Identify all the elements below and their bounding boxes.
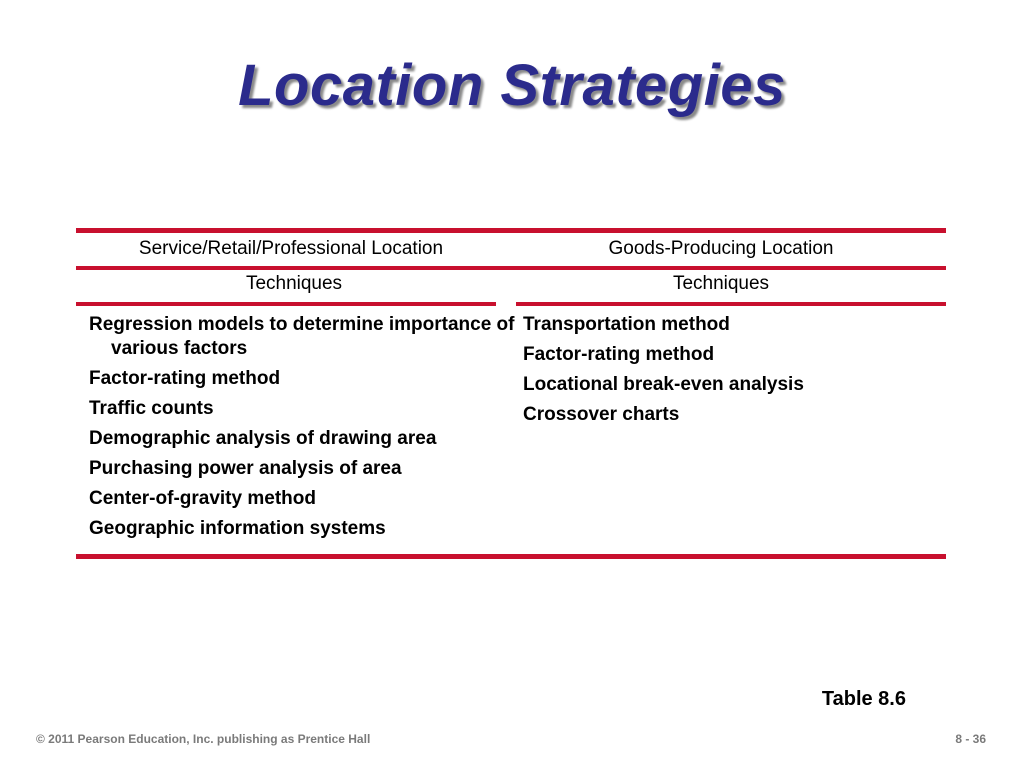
header-goods-line2: Techniques bbox=[672, 273, 770, 294]
service-techniques-list bbox=[89, 313, 519, 547]
list-item: Factor-rating method bbox=[523, 344, 715, 365]
list-item: Crossover charts bbox=[523, 404, 680, 425]
header-service-line2: Techniques bbox=[245, 273, 343, 294]
slide-number: 8 - 36 bbox=[955, 732, 986, 746]
table-header-rule bbox=[76, 266, 946, 270]
goods-header-bottom-rule bbox=[516, 302, 946, 306]
list-item: Demographic analysis of drawing area bbox=[89, 428, 437, 449]
goods-techniques-list bbox=[523, 313, 933, 433]
list-item: Geographic information systems bbox=[89, 518, 386, 539]
list-item: Center-of-gravity method bbox=[89, 488, 316, 509]
table-label: Table 8.6 bbox=[821, 688, 906, 710]
header-goods-line1: Goods-Producing Location bbox=[608, 238, 834, 259]
table-bottom-rule bbox=[76, 554, 946, 559]
slide-title: Location Strategies bbox=[238, 53, 786, 118]
service-header-bottom-rule bbox=[76, 302, 496, 306]
list-item: Factor-rating method bbox=[89, 368, 281, 389]
table-top-rule bbox=[76, 228, 946, 233]
copyright-footer: © 2011 Pearson Education, Inc. publishing as Prentice Hall bbox=[36, 732, 371, 746]
list-item: Locational break-even analysis bbox=[523, 374, 804, 395]
header-service-line1: Service/Retail/Professional Location bbox=[138, 238, 444, 259]
list-item: Traffic counts bbox=[89, 398, 214, 419]
list-item: Transportation method bbox=[523, 314, 730, 335]
list-item: Regression models to determine importance of various factors bbox=[89, 314, 515, 359]
list-item: Purchasing power analysis of area bbox=[89, 458, 402, 479]
